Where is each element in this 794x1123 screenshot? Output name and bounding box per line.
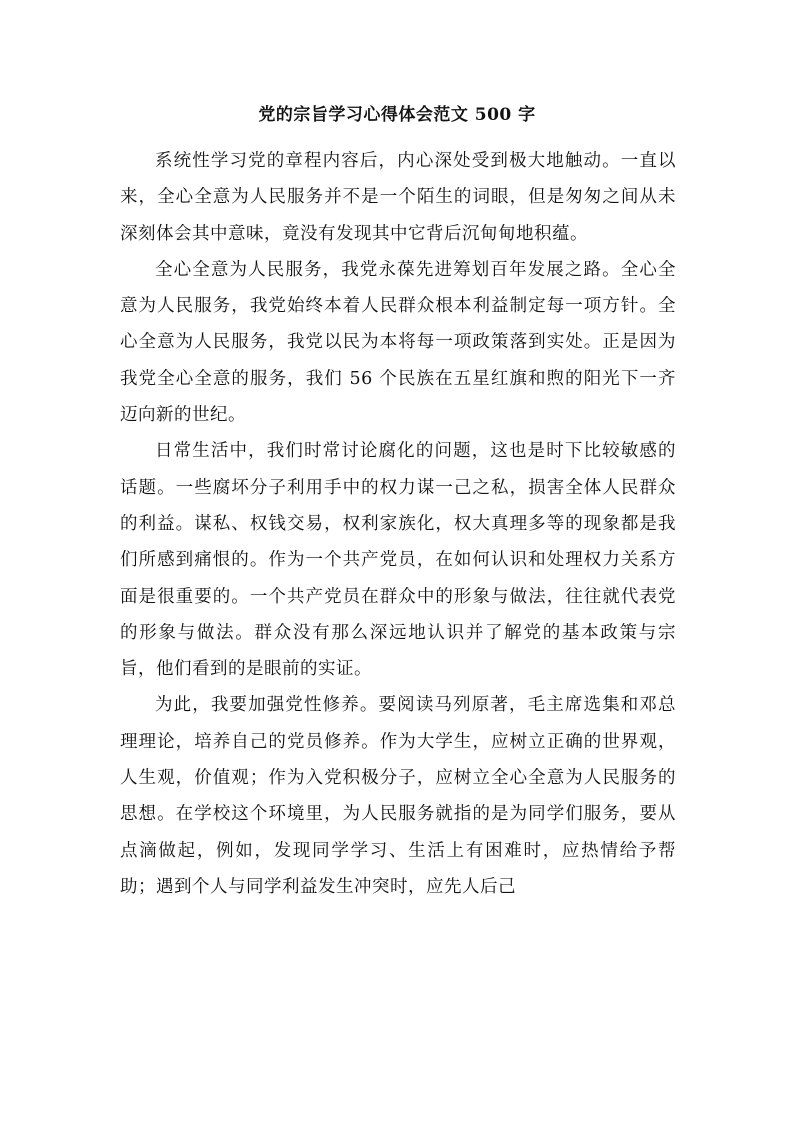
paragraph-2: 全心全意为人民服务，我党永葆先进筹划百年发展之路。全心全意为人民服务，我党始终本着人民群众根本利益制定每一项方针。全心全意为人民服务，我党以民为本将每一项政策落到实处。正是因为我党全心全意的服务，我们 56 个民族在五星红旗和煦的阳光下一齐迈向新的世纪。 bbox=[120, 259, 676, 426]
paragraph-1: 系统性学习党的章程内容后，内心深处受到极大地触动。一直以来，全心全意为人民服务并不是一个陌生的词眼，但是匆匆之间从未深刻体会其中意味，竟没有发现其中它背后沉甸甸地积蕴。 bbox=[120, 151, 676, 244]
document-body bbox=[120, 143, 676, 905]
paragraph-3: 日常生活中，我们时常讨论腐化的问题，这也是时下比较敏感的话题。一些腐坏分子利用手中的权力谋一己之私，损害全体人民群众的利益。谋私、权钱交易，权利家族化，权大真理多等的现象都是我们所感到痛恨的。作为一个共产党员，在如何认识和处理权力关系方面是很重要的。一个共产党员在群众中的形象与做法，往往就代表党的形象与做法。群众没有那么深远地认识并了解党的基本政策与宗旨，他们看到的是眼前的实证。 bbox=[120, 441, 676, 680]
document-title: 党的宗旨学习心得体会范文 500 字 bbox=[258, 105, 536, 125]
paragraph-4: 为此，我要加强党性修养。要阅读马列原著，毛主席选集和邓总理理论，培养自己的党员修养。作为大学生，应树立正确的世界观，人生观，价值观；作为入党积极分子，应树立全心全意为人民服务的思想。在学校这个环境里，为人民服务就指的是为同学们服务，要从点滴做起，例如，发现同学学习、生活上有困难时，应热情给予帮助；遇到个人与同学利益发生冲突时，应先人后己 bbox=[120, 695, 676, 897]
